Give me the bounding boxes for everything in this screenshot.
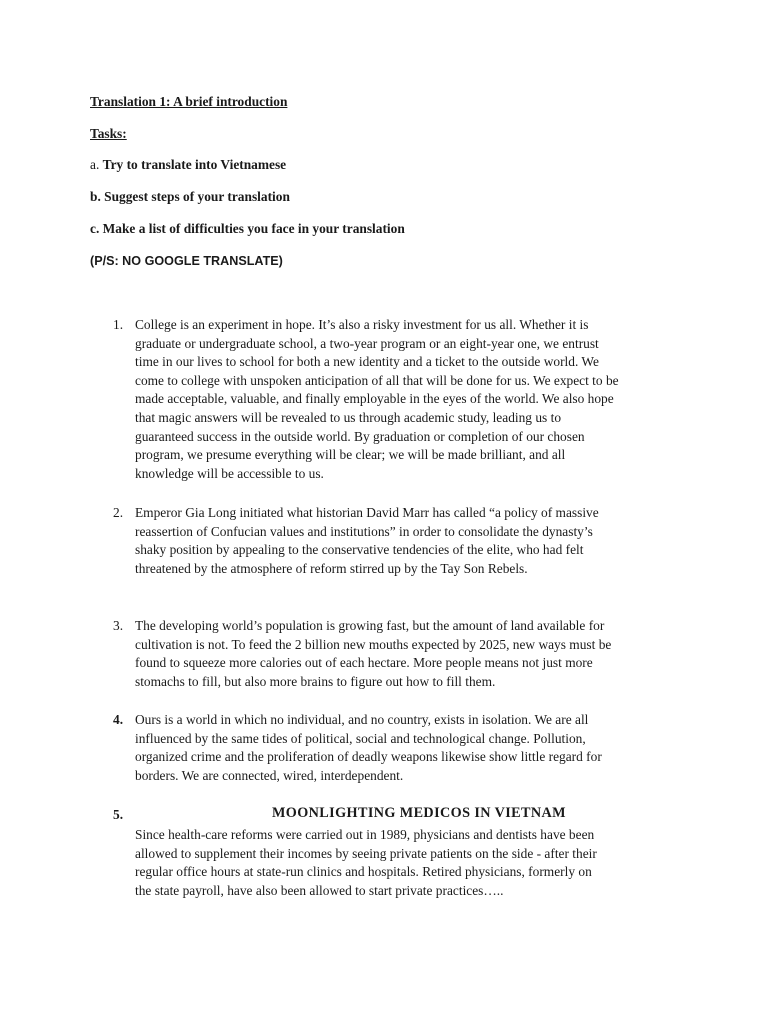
paragraph-line: the state payroll, have also been allowed to start private practices…..: [135, 882, 504, 898]
paragraph-line: College is an experiment in hope. It’s also a risky investment for us all. Whether it is: [135, 317, 589, 332]
item-5-heading: MOONLIGHTING MEDICOS IN VIETNAM: [272, 805, 566, 821]
paragraph-line: graduate or undergraduate school, a two-year program or an eight-year one, we entrust: [135, 335, 599, 351]
item-number: 1.: [113, 317, 124, 332]
paragraph-line: influenced by the same tides of political, social and technological change. Pollution,: [135, 730, 586, 746]
paragraph-line: allowed to supplement their incomes by seeing private patients on the side - after their: [135, 845, 597, 861]
task-a: [90, 156, 286, 174]
paragraph-line: cultivation is not. To feed the 2 billion new mouths expected by 2025, new ways must be: [135, 636, 612, 652]
task-a-text: Try to translate into Vietnamese: [102, 157, 287, 172]
item-4-paragraph: [135, 711, 602, 785]
paragraph-line: that magic answers will be revealed to us through academic study, leading us to: [135, 409, 562, 425]
paragraph-line: come to college with unspoken anticipation of all that will be done for us. We expect to be: [135, 372, 619, 388]
item-2-paragraph: [135, 504, 599, 578]
note-no-google-translate: (P/S: NO GOOGLE TRANSLATE): [90, 254, 283, 268]
item-number: 2.: [113, 505, 124, 520]
paragraph-line: Since health-care reforms were carried out in 1989, physicians and dentists have been: [135, 827, 595, 842]
paragraph-line: The developing world’s population is growing fast, but the amount of land available for: [135, 618, 605, 633]
task-c: c. Make a list of difficulties you face in your translation: [90, 221, 405, 236]
paragraph-line: made acceptable, valuable, and finally employable in the eyes of the world. We also hope: [135, 391, 614, 407]
paragraph-line: regular office hours at state-run clinics and hospitals. Retired physicians, formerly on: [135, 864, 592, 880]
item-3-paragraph: [135, 617, 611, 691]
paragraph-line: guaranteed success in the outside world. By graduation or completion of our chosen: [135, 428, 585, 444]
item-number: 3.: [113, 618, 124, 633]
paragraph-line: stomachs to fill, but also more brains to figure out how to fill them.: [135, 673, 496, 689]
paragraph-line: knowledge will be accessible to us.: [135, 465, 324, 481]
paragraph-line: found to squeeze more calories out of each hectare. More people means not just more: [135, 655, 593, 671]
item-number: 5.: [113, 807, 124, 822]
paragraph-line: shaky position by appealing to the conservative tendencies of the elite, who had felt: [135, 542, 584, 558]
item-5-paragraph: [135, 826, 597, 900]
paragraph-line: time in our lives to school for both a new identity and a ticket to the outside world. We: [135, 354, 599, 370]
tasks-label: Tasks:: [90, 126, 127, 141]
paragraph-line: reassertion of Confucian values and institutions” in order to consolidate the dynasty’s: [135, 523, 593, 539]
paragraph-line: program, we presume everything will be clear; we will be made brilliant, and all: [135, 447, 566, 463]
task-a-letter: a.: [90, 157, 100, 172]
paragraph-line: borders. We are connected, wired, interdependent.: [135, 767, 404, 783]
paragraph-line: Emperor Gia Long initiated what historian David Marr has called “a policy of massive: [135, 505, 599, 520]
paragraph-line: Ours is a world in which no individual, and no country, exists in isolation. We are all: [135, 712, 589, 727]
item-1-paragraph: [135, 316, 619, 483]
document-title: Translation 1: A brief introduction: [90, 94, 288, 109]
item-number: 4.: [113, 712, 124, 727]
paragraph-line: organized crime and the proliferation of deadly weapons likewise show little regard for: [135, 749, 602, 765]
paragraph-line: threatened by the atmosphere of reform stirred up by the Tay Son Rebels.: [135, 560, 528, 576]
task-b: b. Suggest steps of your translation: [90, 189, 290, 204]
